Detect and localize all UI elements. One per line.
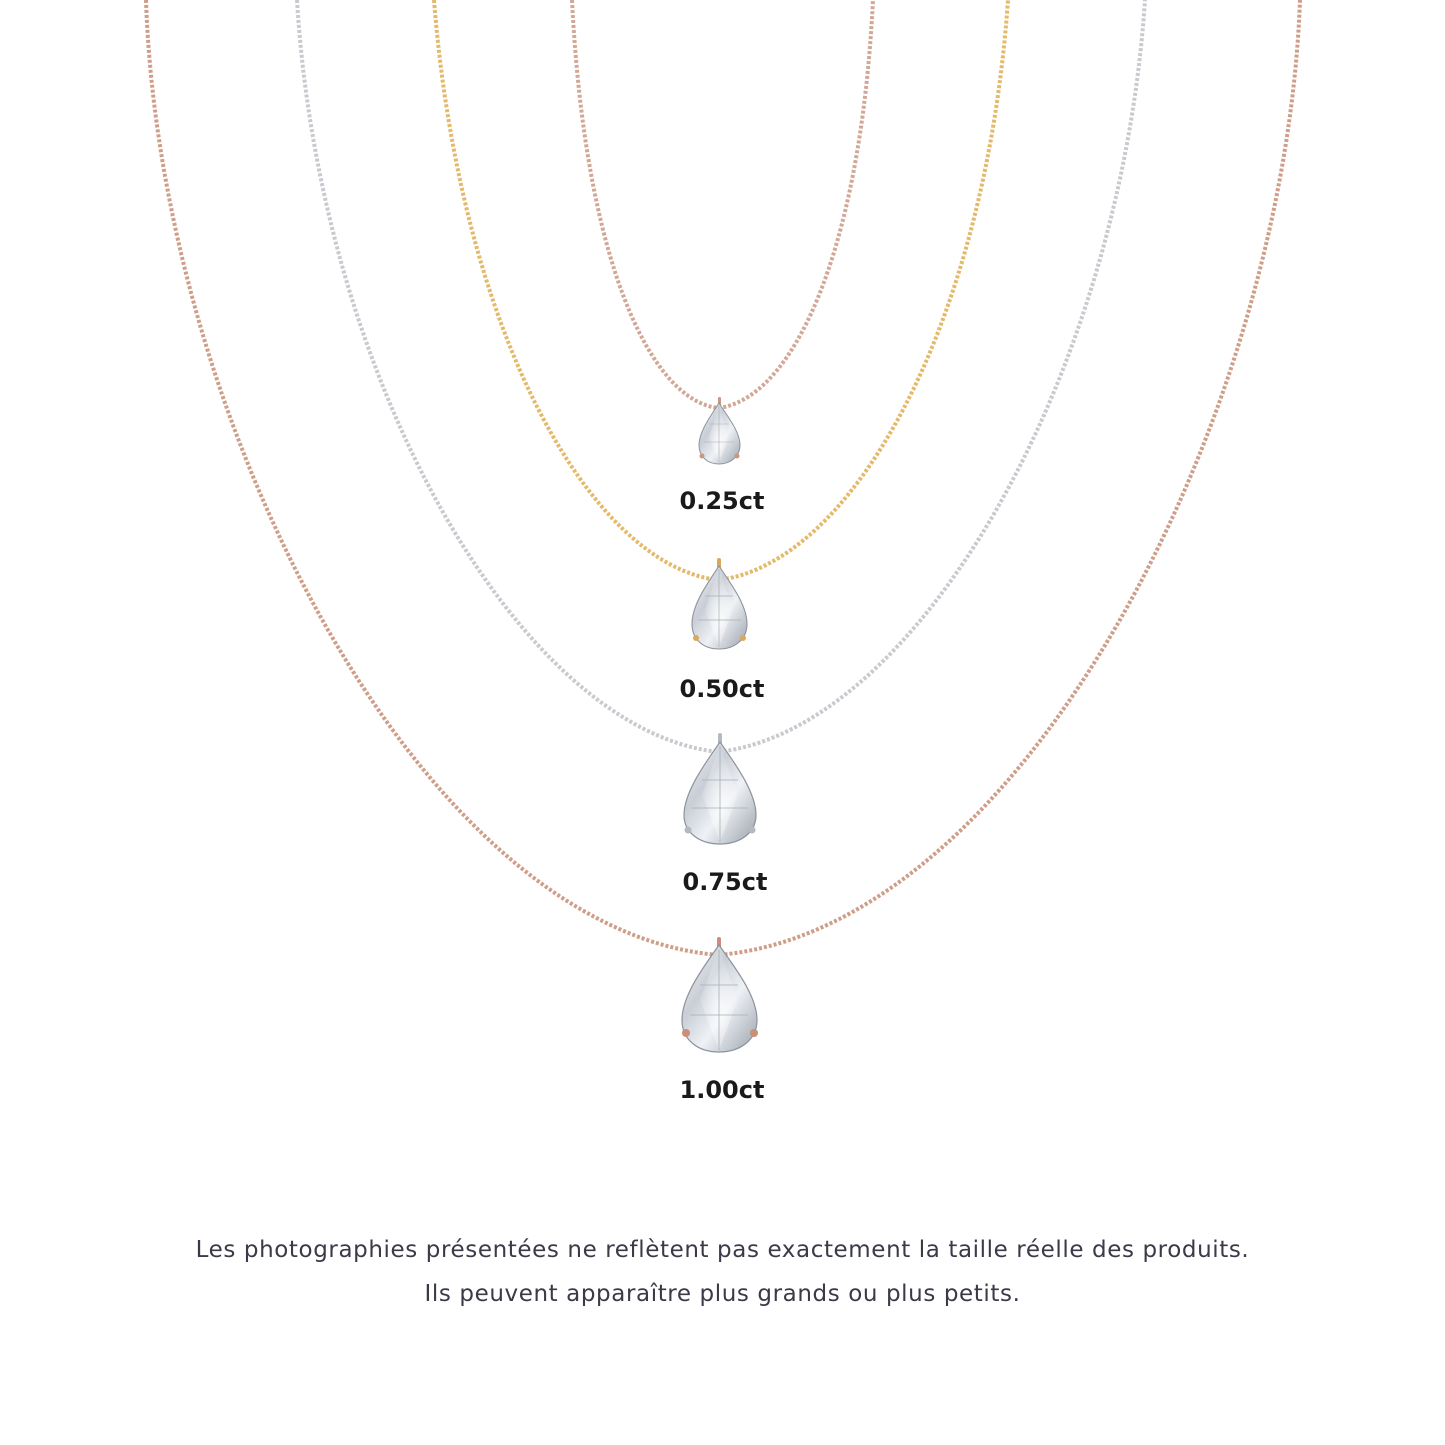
necklace-0-25ct [572, 0, 873, 515]
carat-label-0-50ct: 0.50ct [679, 675, 765, 703]
carat-label-0-25ct: 0.25ct [679, 487, 765, 515]
disclaimer-line-2: Ils peuvent apparaître plus grands ou plus petits. [424, 1281, 1021, 1307]
carat-label-1-00ct: 1.00ct [679, 1076, 765, 1104]
chain-rose-gold-inner [572, 0, 873, 408]
necklace-0-50ct [434, 0, 1008, 703]
disclaimer-line-1: Les photographies présentées ne reflètent pas exactement la taille réelle des produits. [195, 1237, 1250, 1263]
diamond-pendant-0-50ct [692, 558, 747, 649]
carat-label-0-75ct: 0.75ct [682, 868, 768, 896]
diamond-pendant-0-25ct [699, 397, 740, 464]
diamond-pendant-1-00ct [682, 937, 758, 1052]
